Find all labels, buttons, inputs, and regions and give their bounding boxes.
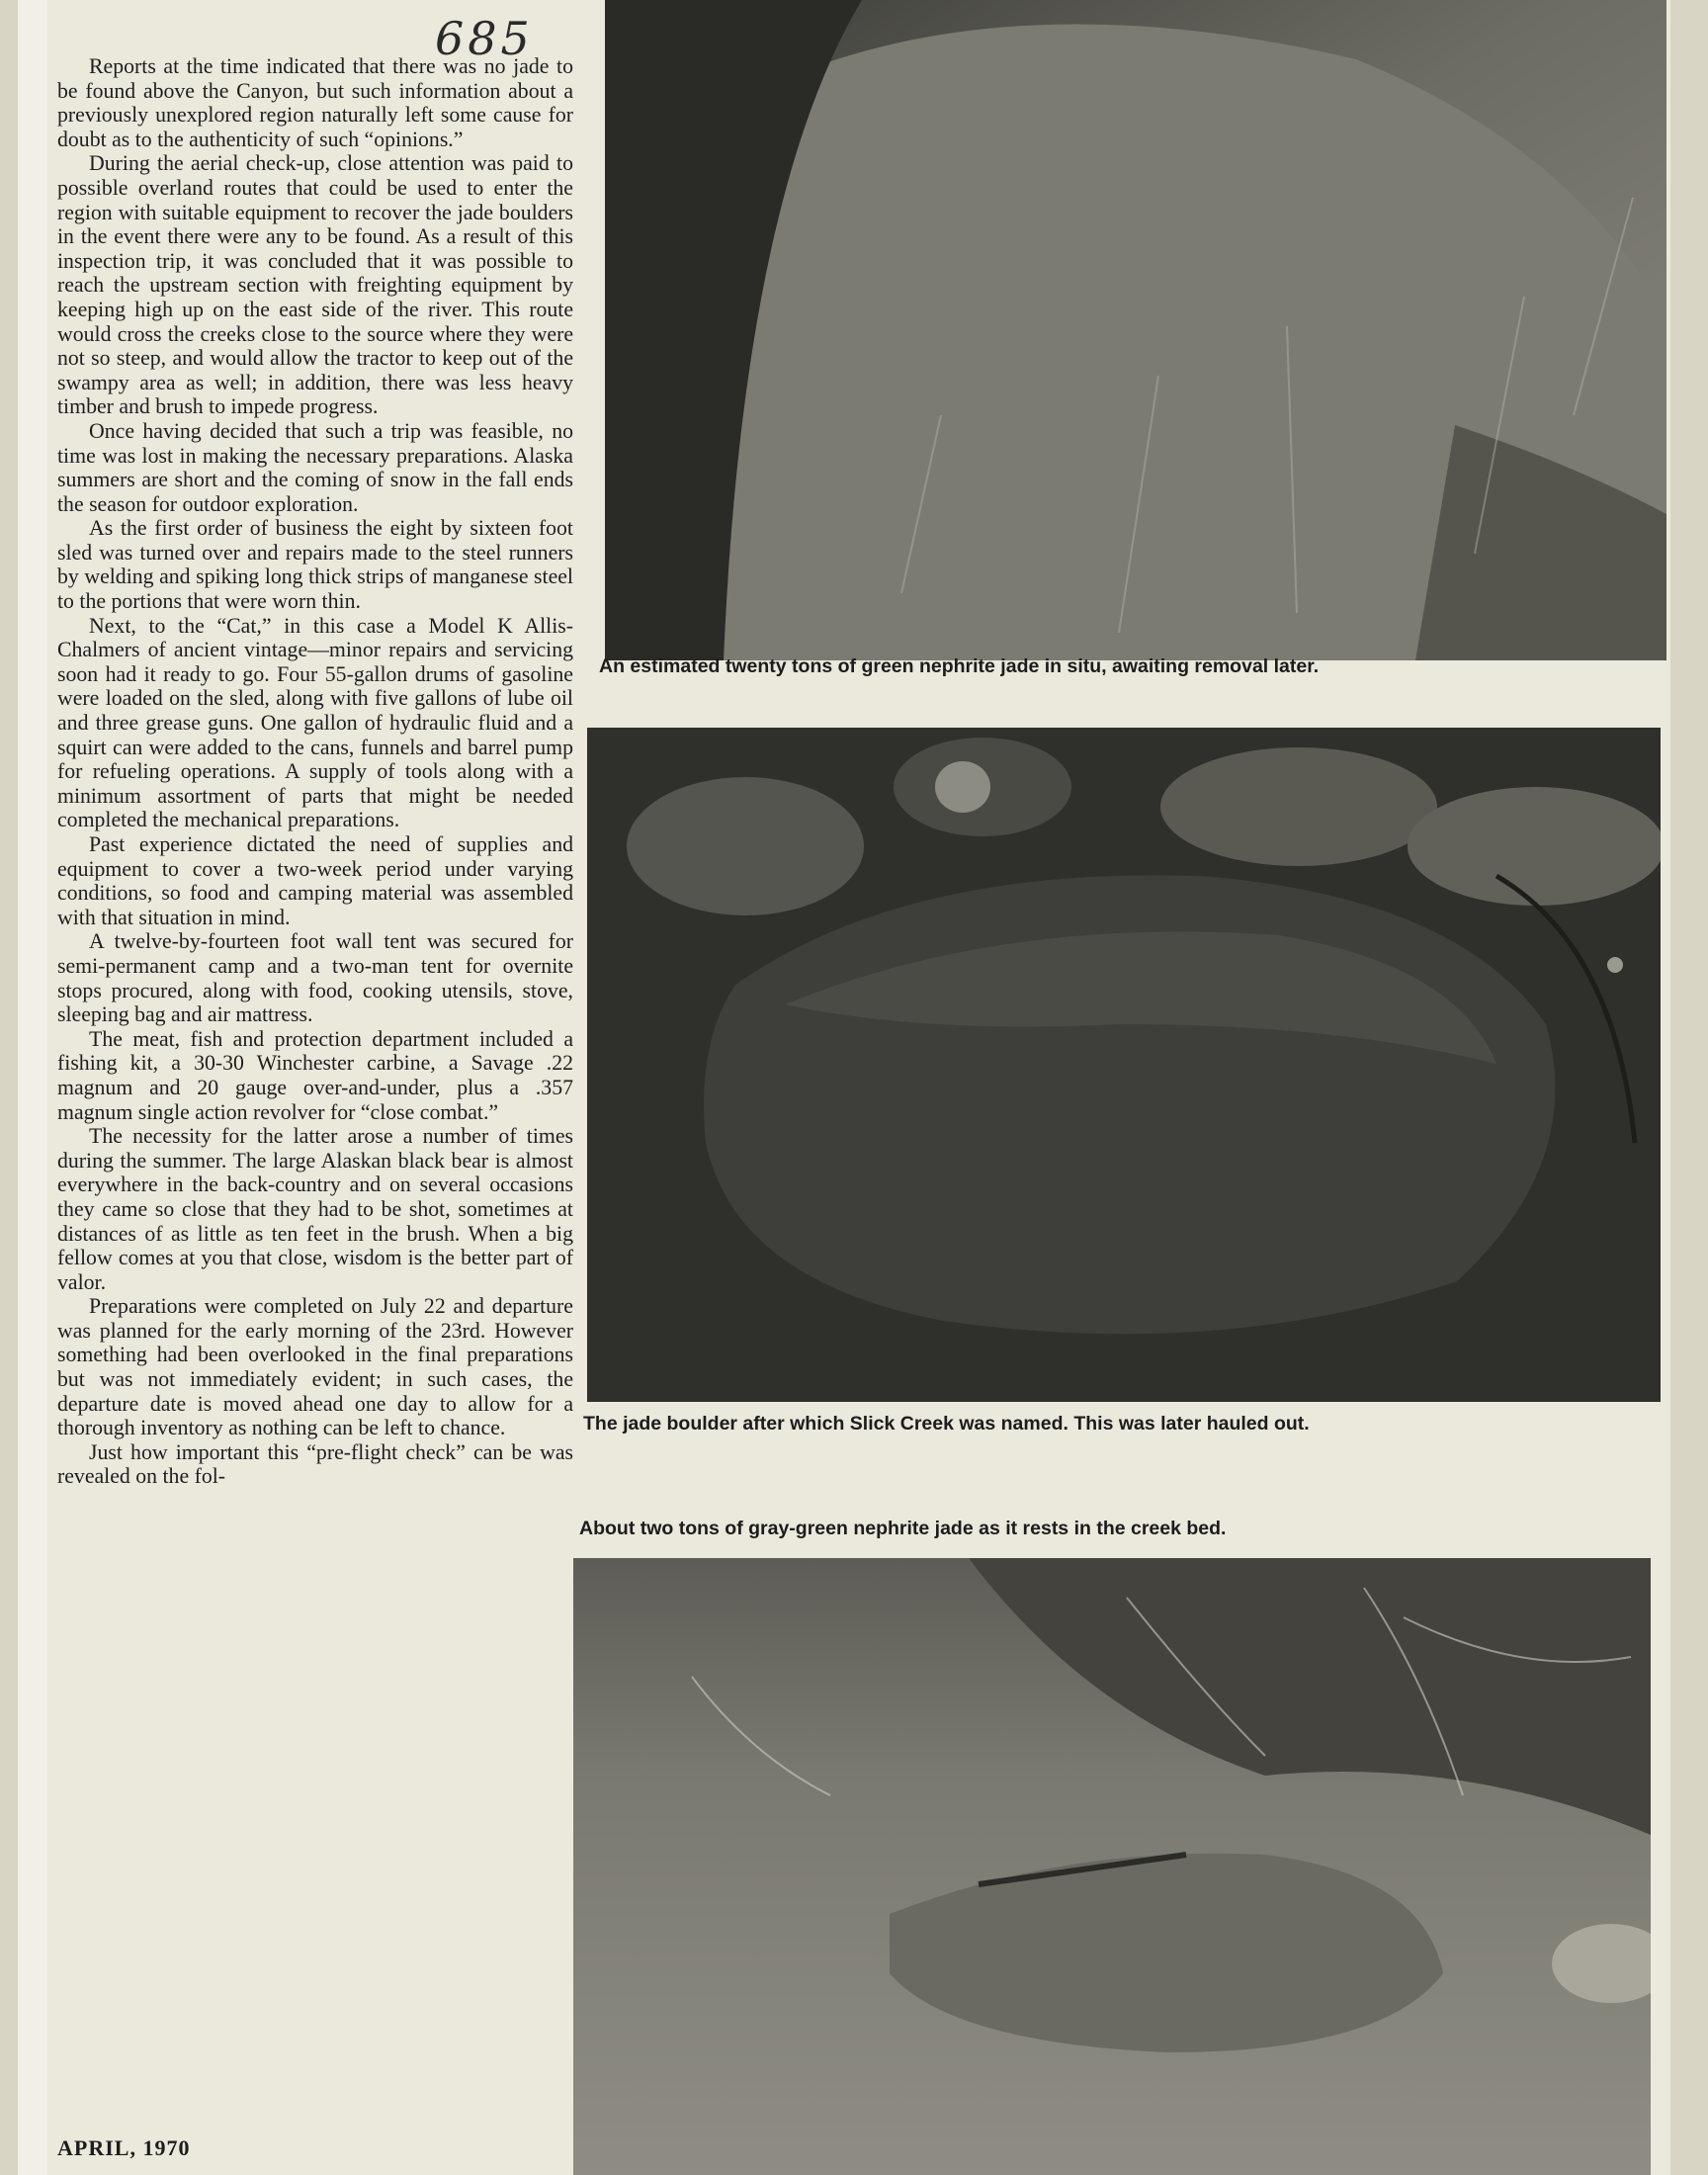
handwritten-page-number: 685 [435, 12, 534, 65]
paragraph: As the first order of business the eight by sixteen foot sled was turned over and repairs made to the steel runners by welding and spiking long thick strips of manganese steel to the portions that were worn thin. [57, 516, 573, 614]
paragraph: Next, to the “Cat,” in this case a Model K Allis-Chalmers of ancient vintage—minor repairs and servicing soon had it ready to go. Four 55-gallon drums of gasoline were loaded on the sled, along with five gallons of lube oil and three grease guns. One gallon of hydraulic fluid and a squirt can were added to the cans, funnels and barrel pump for refueling operations. A supply of tools along with a minimum assortment of parts that might be needed completed the mechanical preparations. [57, 613, 573, 832]
issue-date-footer: APRIL, 1970 [57, 2135, 191, 2160]
photo-creek-bed-jade [573, 1558, 1651, 2175]
article-column [57, 54, 573, 1489]
paragraph: During the aerial check-up, close attention was paid to possible overland routes that could be used to enter the region with suitable equipment to recover the jade boulders in the event there were any to be found. As a result of this inspection trip, it was concluded that it was possible to reach the upstream section with freighting equipment by keeping high up on the east side of the river. This route would cross the creeks close to the source where they were not so steep, and would allow the tractor to keep out of the swampy area as well; in addition, there was less heavy timber and brush to impede progress. [57, 151, 573, 419]
paragraph: The necessity for the latter arose a number of times during the summer. The large Alaskan black bear is almost everywhere in the back-country and on several occasions they came so close that they had to be shot, sometimes at distances of as little as ten feet in the brush. When a big fellow comes at you that close, wisdom is the better part of valor. [57, 1124, 573, 1294]
photo-caption: An estimated twenty tons of green nephrite jade in situ, awaiting removal later. [599, 655, 1320, 677]
paragraph: Past experience dictated the need of supplies and equipment to cover a two-week period under varying conditions, so food and camping material was assembled with that situation in mind. [57, 832, 573, 929]
photo-slick-creek-boulder [587, 728, 1661, 1402]
paragraph: A twelve-by-fourteen foot wall tent was secured for semi-permanent camp and a two-man tent for overnite stops procured, along with food, cooking utensils, stove, sleeping bag and air mattress. [57, 929, 573, 1027]
torn-edge [18, 0, 47, 2175]
scan-background [1670, 0, 1708, 2175]
paragraph: Just how important this “pre-flight check” can be was revealed on the fol- [57, 1439, 573, 1489]
paragraph: Preparations were completed on July 22 and departure was planned for the early morning of the 23rd. However something had been overlooked in the final preparations but was not immediately evident; in such cases, the departure date is moved ahead one day to allow for a thorough inventory as nothing can be left to chance. [57, 1294, 573, 1440]
photo-jade-in-situ [605, 0, 1666, 660]
paragraph: Reports at the time indicated that there was no jade to be found above the Canyon, but such information about a previously unexplored region naturally left some cause for doubt as to the authenticity of such “opinions.” [57, 54, 573, 151]
photo-caption: About two tons of gray-green nephrite jade as it rests in the creek bed. [579, 1518, 1227, 1539]
paragraph: The meat, fish and protection department included a fishing kit, a 30-30 Winchester carbine, a Savage .22 magnum and 20 gauge over-and-under, plus a .357 magnum single action revolver for “close combat.” [57, 1026, 573, 1124]
paragraph: Once having decided that such a trip was feasible, no time was lost in making the necessary preparations. Alaska summers are short and the coming of snow in the fall ends the season for outdoor exploration. [57, 418, 573, 516]
photo-caption: The jade boulder after which Slick Creek was named. This was later hauled out. [583, 1413, 1310, 1435]
